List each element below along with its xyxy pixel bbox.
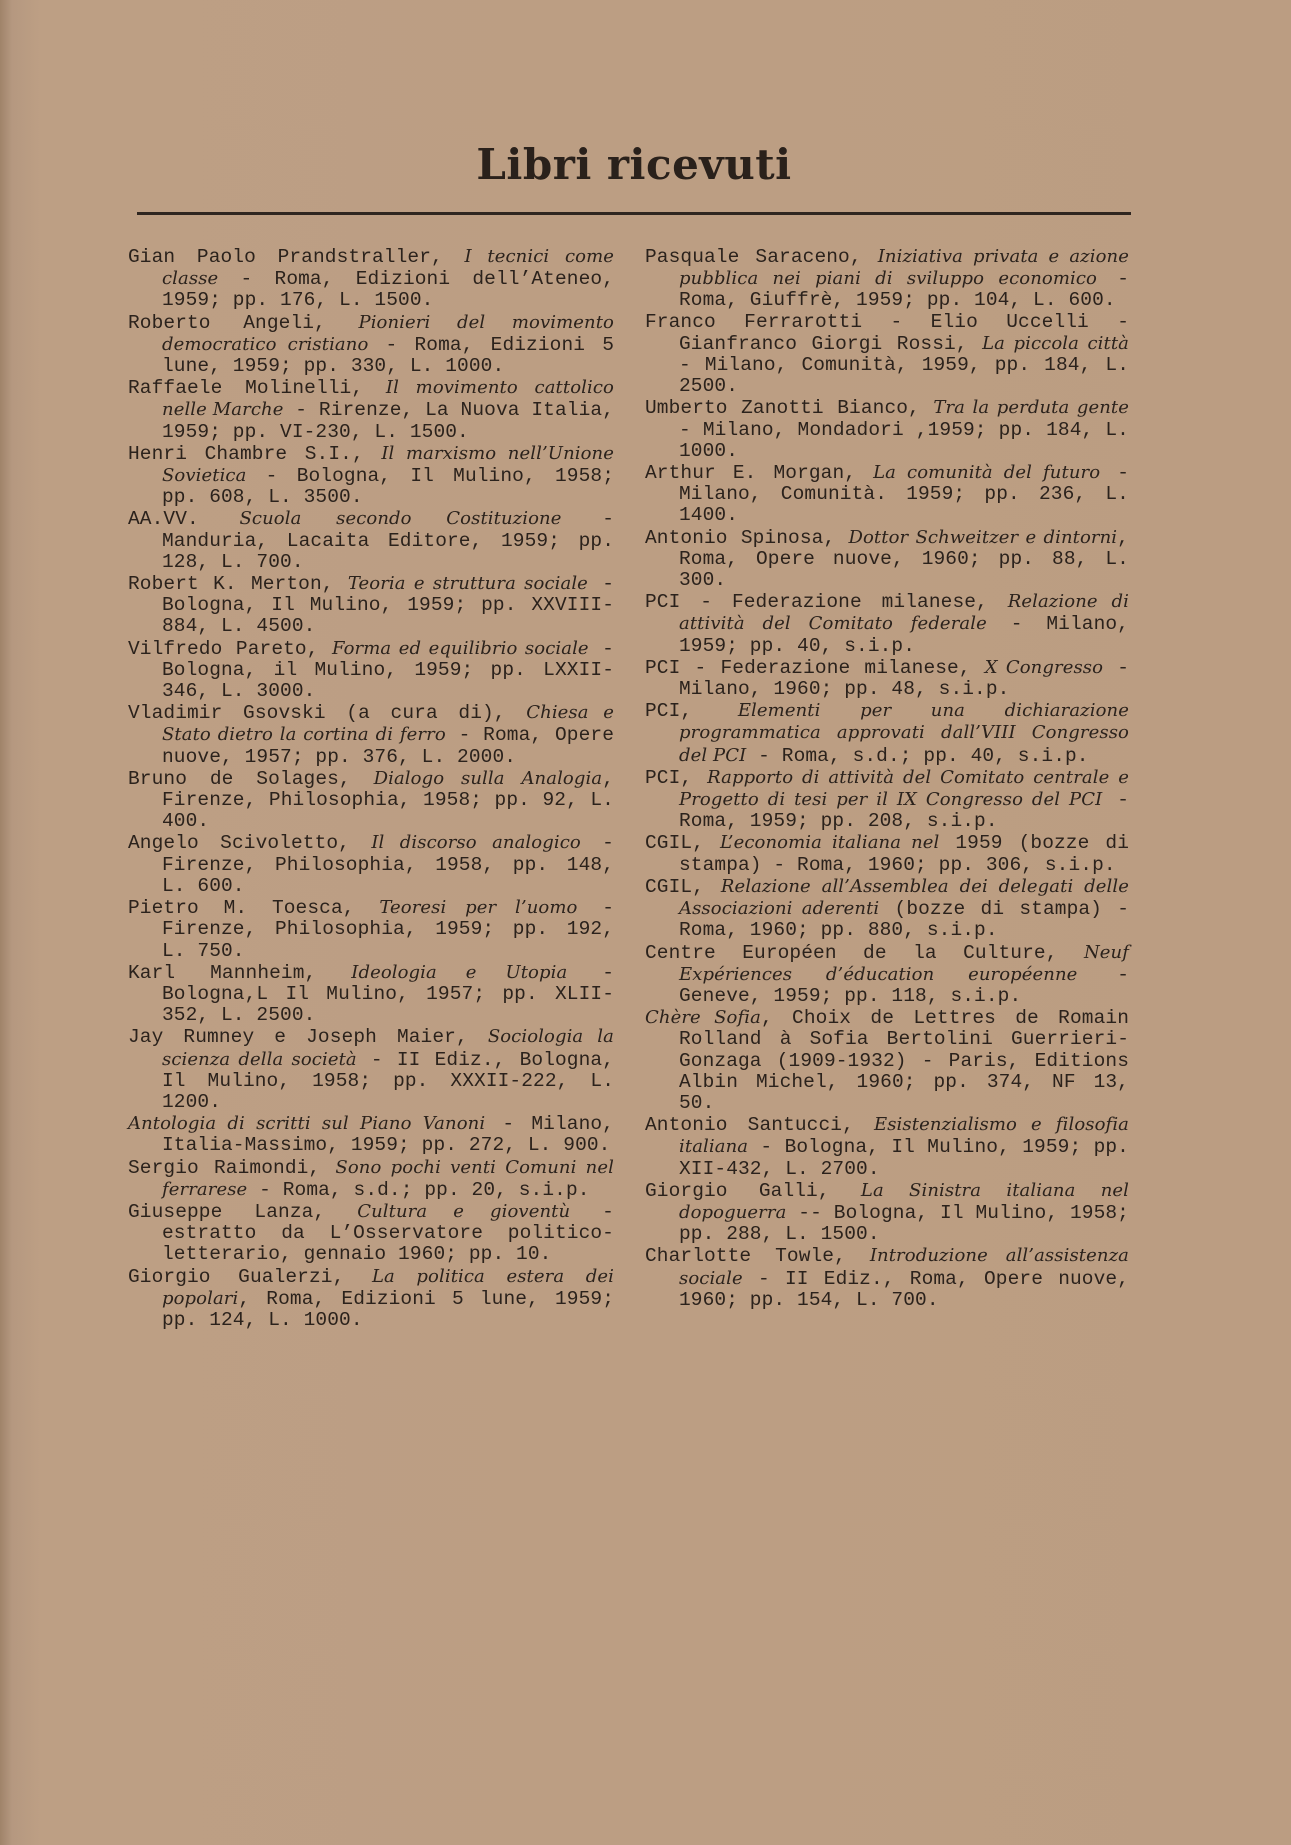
book-entry — [128, 508, 614, 573]
book-entry — [645, 1114, 1129, 1180]
book-publication-details: - Roma, Edizioni 5 lune, 1959; pp. 330, L. 1000. — [162, 333, 614, 378]
book-entry — [645, 767, 1129, 833]
book-entry — [645, 397, 1129, 462]
book-title: Scuola secondo Costituzione — [239, 508, 562, 530]
book-title: Teoresi per l’uomo — [379, 897, 578, 919]
book-author: Giorgio Gualerzi, — [128, 1265, 372, 1288]
book-author: Karl Mannheim, — [128, 961, 352, 984]
book-title: Sono pochi venti Comuni nel ferrarese — [162, 1156, 614, 1200]
book-title: Ideologia e Utopia — [351, 961, 568, 983]
book-publication-details: - Roma, 1959; pp. 208, s.i.p. — [679, 789, 1129, 833]
book-author: Vilfredo Pareto, — [128, 637, 333, 660]
right-column — [645, 246, 1129, 1311]
book-publication-details: - Roma, Opere nuove, 1957; pp. 376, L. 2000. — [162, 724, 614, 768]
book-author: PCI - Federazione milanese, — [645, 591, 1008, 614]
book-title: Antologia di scritti sul Piano Vanoni — [128, 1113, 486, 1135]
book-publication-details: - estratto da L’Osservatore politico-letterario, gennaio 1960; pp. 10. — [162, 1200, 614, 1266]
book-entry — [645, 700, 1129, 767]
book-title: Pionieri del movimento democratico cristiano — [162, 311, 614, 355]
book-publication-details: - Bologna, Il Mulino, 1959; pp. XII-432, L. 2700. — [679, 1136, 1129, 1180]
book-title: La piccola città — [982, 332, 1129, 354]
book-author: Vladimir Gsovski (a cura di), — [128, 702, 527, 725]
book-author: Franco Ferrarotti - Elio Uccelli - Gianfranco Giorgi Rossi, — [645, 310, 1129, 355]
book-entry — [128, 897, 614, 962]
book-entry — [128, 1026, 614, 1113]
book-publication-details: - Roma, s.d.; pp. 20, s.i.p. — [247, 1178, 590, 1201]
book-author: Pietro M. Toesca, — [128, 897, 380, 920]
title-rule — [137, 212, 1131, 215]
book-entry — [128, 246, 614, 312]
book-title: I tecnici come classe — [162, 246, 614, 290]
book-title: La politica estera dei popolari — [162, 1265, 614, 1309]
book-entry — [128, 702, 614, 768]
book-author: Arthur E. Morgan, — [645, 462, 874, 485]
book-author: PCI, — [645, 700, 738, 723]
book-title: Tra la perduta gente — [933, 397, 1129, 419]
book-author: Antonio Spinosa, — [645, 526, 849, 549]
book-entry — [128, 1157, 614, 1201]
book-publication-details: , Firenze, Philosophia, 1958; pp. 92, L. 400. — [162, 767, 614, 833]
book-publication-details: - Firenze, Philosophia, 1959; pp. 192, L. 750. — [162, 897, 615, 962]
book-publication-details: , Choix de Lettres de Romain Rolland à Sofia Bertolini Guerrieri-Gonzaga (1909-1932) - Paris, Editions Albin Michel, 1960; pp. 374, NF 13, 50. — [679, 1007, 1129, 1114]
book-publication-details: - Roma, s.d.; pp. 40, s.i.p. — [746, 744, 1089, 767]
page-title: Libri ricevuti — [476, 140, 792, 189]
book-title: Relazione all’Assemblea dei delegati delle Associazioni aderenti — [679, 875, 1129, 920]
book-entry — [128, 962, 614, 1027]
book-title: Teoria e struttura sociale — [347, 573, 588, 595]
book-author: CGIL, — [645, 875, 721, 898]
book-entry — [645, 1180, 1129, 1246]
book-title: Introduzione all’assistenza sociale — [679, 1245, 1129, 1289]
book-author: CGIL, — [645, 832, 721, 855]
book-entry — [128, 768, 614, 833]
book-publication-details: , Roma, Opere nuove, 1960; pp. 88, L. 300. — [679, 526, 1129, 592]
book-publication-details: - Milano, Comunità, 1959, pp. 184, L. 2500. — [679, 354, 1129, 398]
book-publication-details: - Firenze, Philosophia, 1958, pp. 148, L. 600. — [162, 832, 614, 897]
book-title: Chère Sofia — [645, 1007, 761, 1029]
book-author: Gian Paolo Prandstraller, — [128, 246, 465, 268]
book-publication-details: , Roma, Edizioni 5 lune, 1959; pp. 124, L. 1000. — [162, 1287, 614, 1331]
book-publication-details: - II Ediz., Bologna, Il Mulino, 1958; pp. XXXII-222, L. 1200. — [162, 1048, 615, 1113]
book-entry — [645, 462, 1129, 527]
book-author: Pasquale Saraceno, — [645, 246, 878, 268]
book-entry — [645, 1245, 1129, 1311]
book-entry — [128, 573, 614, 638]
book-title: Forma ed equilibrio sociale — [332, 637, 589, 659]
book-author: PCI - Federazione milanese, — [645, 656, 985, 679]
book-author: Robert K. Merton, — [128, 573, 348, 596]
book-publication-details: - Milano, 1959; pp. 40, s.i.p. — [679, 613, 1129, 657]
book-publication-details: 1959 (bozze di stampa) - Roma, 1960; pp. 306, s.i.p. — [679, 832, 1130, 876]
book-author: Henri Chambre S.I., — [128, 442, 382, 465]
book-entry — [128, 1266, 614, 1332]
book-title: Esistenzialismo e filosofia italiana — [679, 1114, 1130, 1158]
book-title: Rapporto di attività del Comitato centrale e Progetto di tesi per il IX Congresso del PCI — [679, 766, 1130, 811]
book-publication-details: - Geneve, 1959; pp. 118, s.i.p. — [679, 963, 1129, 1007]
book-entry — [128, 1113, 614, 1156]
book-entry — [128, 377, 614, 443]
book-publication-details: - Milano, Italia-Massimo, 1959; pp. 272, L. 900. — [162, 1113, 614, 1157]
book-entry — [128, 638, 614, 703]
book-publication-details: - Bologna,L Il Mulino, 1957; pp. XLII-352, L. 2500. — [162, 961, 615, 1027]
book-entry — [645, 876, 1129, 942]
book-author: Antonio Santucci, — [645, 1114, 874, 1137]
book-publication-details: - Roma, Edizioni dell’Ateneo, 1959; pp. 176, L. 1500. — [162, 268, 614, 312]
book-publication-details: - Bologna, Il Mulino, 1959; pp. XXVIII-884, L. 4500. — [162, 573, 615, 638]
book-author: Bruno de Solages, — [128, 767, 374, 790]
book-publication-details: - Milano, 1960; pp. 48, s.i.p. — [679, 656, 1129, 701]
book-entry — [645, 246, 1129, 312]
book-publication-details: -- Bologna, Il Mulino, 1958; pp. 288, L. 1500. — [679, 1201, 1129, 1246]
book-entry — [128, 832, 614, 897]
left-column — [128, 246, 614, 1331]
book-entry — [645, 832, 1129, 875]
book-title: Dialogo sulla Analogia — [373, 767, 603, 789]
book-title: L’economia italiana nel — [720, 832, 940, 854]
book-author: Giorgio Galli, — [645, 1179, 861, 1202]
book-title: Dottor Schweitzer e dintorni — [848, 526, 1118, 548]
book-publication-details: - Manduria, Lacaita Editore, 1959; pp. 128, L. 700. — [162, 508, 614, 573]
book-author: Jay Rumney e Joseph Maier, — [128, 1026, 488, 1049]
book-publication-details: - Bologna, il Mulino, 1959; pp. LXXII-346, L. 3000. — [162, 637, 614, 703]
book-author: Giuseppe Lanza, — [128, 1200, 358, 1223]
book-entry — [645, 591, 1129, 657]
book-entry — [645, 1007, 1129, 1114]
book-publication-details: - Milano, Mondadori ,1959; pp. 184, L. 1000. — [679, 418, 1129, 462]
book-entry — [128, 1201, 614, 1266]
book-title: Cultura e gioventù — [357, 1200, 571, 1222]
book-entry — [645, 657, 1129, 700]
book-author: Charlotte Towle, — [645, 1245, 870, 1268]
book-entry — [645, 942, 1129, 1008]
book-author: Centre Européen de la Culture, — [645, 941, 1084, 964]
book-title: La Sinistra italiana nel dopoguerra — [679, 1179, 1129, 1223]
book-author: Angelo Scivoletto, — [128, 832, 372, 855]
book-publication-details: - Milano, Comunità. 1959; pp. 236, L. 1400. — [679, 462, 1129, 527]
book-publication-details: - Rirenze, La Nuova Italia, 1959; pp. VI-230, L. 1500. — [162, 399, 614, 443]
book-title: Relazione di attività del Comitato federale — [679, 591, 1130, 635]
book-title: Sociologia la scienza della società — [162, 1026, 614, 1070]
book-title: Neuf Expériences d’éducation européenne — [679, 941, 1129, 985]
book-entry — [128, 312, 614, 378]
book-publication-details: - Bologna, Il Mulino, 1958; pp. 608, L. 3500. — [162, 465, 614, 509]
book-author: Raffaele Molinelli, — [128, 377, 386, 400]
book-author: PCI, — [645, 766, 708, 789]
book-title: X Congresso — [984, 656, 1104, 678]
book-title: Il discorso analogico — [371, 832, 581, 854]
book-title: Iniziativa privata e azione pubblica nei piani di sviluppo economico — [679, 246, 1129, 290]
book-author: Sergio Raimondi, — [128, 1156, 336, 1179]
book-title: Elementi per una dichiarazione programmatica approvati dall’VIII Congresso del PCI — [679, 700, 1129, 766]
book-entry — [645, 312, 1129, 398]
book-author: AA.VV. — [128, 508, 240, 531]
book-entry — [645, 527, 1129, 592]
book-title: Il movimento cattolico nelle Marche — [162, 377, 614, 421]
book-author: Umberto Zanotti Bianco, — [645, 397, 934, 420]
book-title: La comunità del futuro — [873, 462, 1101, 484]
book-publication-details: (bozze di stampa) - Roma, 1960; pp. 880, s.i.p. — [679, 898, 1129, 942]
book-title: Chiesa e Stato dietro la cortina di ferro — [162, 702, 615, 746]
book-title: Il marxismo nell’Unione Sovietica — [162, 442, 614, 487]
book-entry — [128, 443, 614, 509]
book-publication-details: - Roma, Giuffrè, 1959; pp. 104, L. 600. — [679, 268, 1130, 312]
book-author: Roberto Angeli, — [128, 311, 359, 334]
book-publication-details: - II Ediz., Roma, Opere nuove, 1960; pp. 154, L. 700. — [679, 1267, 1129, 1311]
